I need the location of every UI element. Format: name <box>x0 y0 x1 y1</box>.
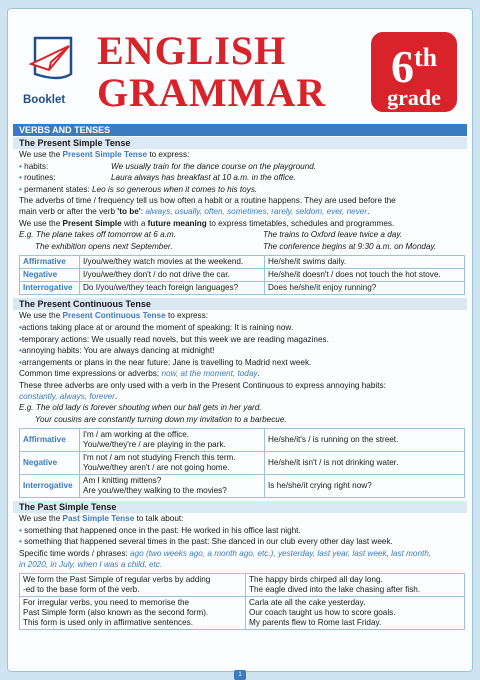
title-line-2: GRAMMAR <box>97 70 327 115</box>
page-title <box>97 30 326 114</box>
adverbs-text: The adverbs of time / frequency tell us how often a habit or a routine happens. They are used before the main verb or after the verb 'to be': always, usually, often, sometimes, rarely, seldom, ever, never. <box>19 196 396 216</box>
example-row: E.g. The old lady is forever shouting when our ball gets in her yard. <box>19 403 262 413</box>
grade-badge <box>371 32 457 112</box>
present-simple-heading: The Present Simple Tense <box>13 137 467 149</box>
present-simple-intro: We use the Present Simple Tense to express: <box>19 150 190 159</box>
list-item: • something that happened once in the past: He worked in his office last night. <box>19 525 301 535</box>
header <box>7 8 473 120</box>
grade-word: grade <box>387 85 441 110</box>
list-item: •annoying habits: You are always dancing at midnight! <box>19 346 215 356</box>
table-row: Negative I'm not / am not studying French this term. You/we/they aren't / are not going home. He/she/it isn't / is not drinking water. <box>20 452 465 475</box>
past-simple-table <box>19 573 465 630</box>
paper-plane-icon <box>29 34 77 86</box>
annoying-adverbs: These three adverbs are only used with a verb in the Present Continuous to express annoying habits: constantly, always, forever. <box>19 380 386 401</box>
table-row: Negative I/you/we/they don't / do not drive the car. He/she/it doesn't / does not touch the hot stove. <box>20 269 465 282</box>
table-row: Interrogative Do I/you/we/they teach foreign languages? Does he/she/it enjoy running? <box>20 282 465 295</box>
table-row: For irregular verbs, you need to memorise the Past Simple form (also known as the second form). This form is used only in affirmative sentences. Carla ate all the cake yesterday. Our coach taught us how to score goals. My parents flew to Rome last Friday. <box>20 597 465 630</box>
title-line-1: ENGLISH <box>97 28 287 73</box>
list-item: •temporary actions: We usually read novels, but this week we are reading magazines. <box>19 334 329 344</box>
past-simple-intro: We use the Past Simple Tense to talk about: <box>19 514 184 524</box>
list-item: • permanent states: Leo is so generous when it comes to his toys. <box>19 184 258 194</box>
booklet-logo <box>19 34 87 114</box>
present-continuous-table <box>19 428 465 498</box>
present-continuous-heading: The Present Continuous Tense <box>13 298 467 310</box>
table-row: We form the Past Simple of regular verbs by adding -ed to the base form of the verb. The happy birds chirped all day long. The eagle dived into the lake chasing after fish. <box>20 574 465 597</box>
table-row: Affirmative I/you/we/they watch movies at the weekend. He/she/it swims daily. <box>20 256 465 269</box>
list-item: • something that happened several times in the past: She danced in our club every other day last week. <box>19 537 393 547</box>
table-row: Interrogative Am I knitting mittens? Are you/we/they walking to the movies? Is he/she/it crying right now? <box>20 475 465 498</box>
list-item: •arrangements or plans in the near future: Jane is travelling to Madrid next week. <box>19 357 312 367</box>
list-item: •actions taking place at or around the moment of speaking: It is raining now. <box>19 322 294 332</box>
table-row: Affirmative I'm / am working at the office. You/we/they're / are playing in the park. He/she/it's / is running on the street. <box>20 429 465 452</box>
example-row: E.g. The plane takes off tomorrow at 6 a.m. The trains to Oxford leave twice a day. <box>19 230 403 240</box>
specific-time-words: Specific time words / phrases: ago (two weeks ago, a month ago, etc.), yesterday, last year, last week, last month, in 2020, in July, when I was a child, etc. <box>19 549 432 569</box>
example-row: The exhibition opens next September. The conference begins at 9:30 a.m. on Monday. <box>35 241 437 251</box>
page-number: 1 <box>234 670 246 680</box>
future-text: We use the Present Simple with a future meaning to express timetables, schedules and programmes. <box>19 218 395 228</box>
present-continuous-intro: We use the Present Continuous Tense to express: <box>19 311 208 321</box>
list-item: • routines: Laura always has breakfast at 10 a.m. in the office. <box>19 173 296 183</box>
list-item: • habits: We usually train for the dance course on the playground. <box>19 161 317 171</box>
example-row: Your cousins are constantly turning down my invitation to a barbecue. <box>35 414 287 424</box>
section-heading: VERBS AND TENSES <box>13 124 467 136</box>
grade-number: 6th <box>390 41 438 92</box>
present-simple-table <box>19 255 465 295</box>
brand-name: Booklet <box>23 94 66 106</box>
common-adverbs: Common time expressions or adverbs: now, at the moment, today. <box>19 369 260 379</box>
content <box>13 124 467 633</box>
past-simple-heading: The Past Simple Tense <box>13 501 467 513</box>
